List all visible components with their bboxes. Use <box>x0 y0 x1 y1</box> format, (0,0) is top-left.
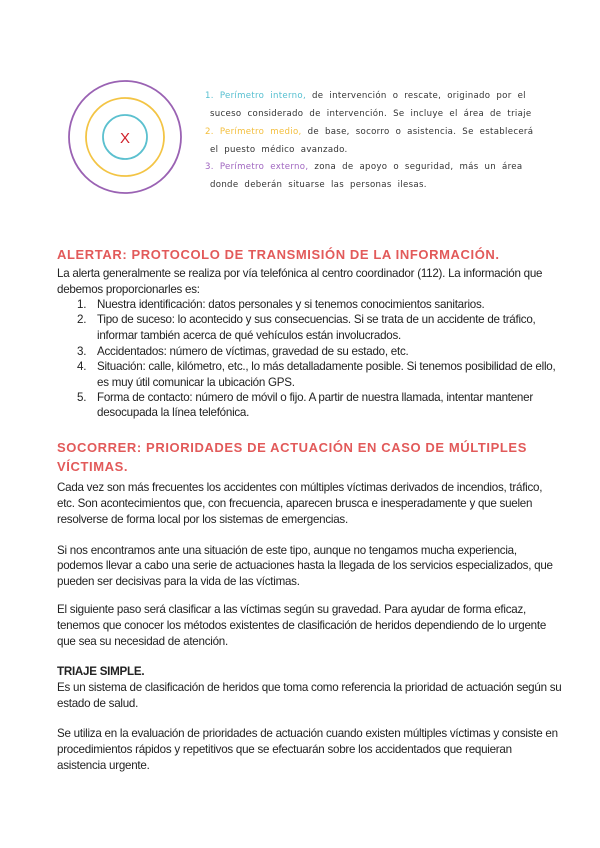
list-item <box>77 359 555 375</box>
list-text: Nuestra identificación: datos personales y si tenemos conocimientos sanitarios. <box>97 298 485 311</box>
list-number: 5. <box>77 391 87 404</box>
list-number: 1. <box>77 298 87 311</box>
list-text: Tipo de suceso: lo acontecido y sus consecuencias. Si se trata de un accidente de tráfico, <box>97 313 536 326</box>
body-line: El siguiente paso será clasificar a las víctimas según su gravedad. Para ayudar de forma eficaz, <box>57 603 526 616</box>
body-line: Se utiliza en la evaluación de prioridades de actuación cuando existen múltiples víctimas y consiste en <box>57 727 558 740</box>
body-line: La alerta generalmente se realiza por vía telefónica al centro coordinador (112). La información que <box>57 267 543 280</box>
list-text: Accidentados: número de víctimas, gravedad de su estado, etc. <box>97 345 409 358</box>
body-line: etc. Son acontecimientos que, con frecuencia, aparecen brusca e inesperadamente y que suelen <box>57 497 533 510</box>
list-text: Forma de contacto: número de móvil o fijo. A partir de nuestra llamada, intentar mantener <box>97 391 533 404</box>
body-line: Si nos encontramos ante una situación de este tipo, aunque no tengamos mucha experiencia, <box>57 544 517 557</box>
incident-mark: X <box>119 130 131 147</box>
body-line: asistencia urgente. <box>57 759 150 772</box>
list-number: 2. <box>77 313 87 326</box>
note-text: zona de apoyo o seguridad, más un área <box>308 162 523 172</box>
list-item <box>77 297 485 313</box>
note-label-outer: 3. Perímetro externo, <box>205 162 309 172</box>
note-text: de base, socorro o asistencia. Se establecerá <box>301 127 534 137</box>
section-heading-socorrer: SOCORRER: PRIORIDADES DE ACTUACIÓN EN CASO DE MÚLTIPLES <box>57 440 527 455</box>
section-heading-socorrer: VÍCTIMAS. <box>57 459 129 474</box>
body-line: estado de salud. <box>57 697 139 710</box>
note-line <box>205 162 522 172</box>
note-line <box>210 180 427 190</box>
body-line: resolverse de forma local por los sistemas de emergencias. <box>57 513 348 526</box>
list-text: es muy útil comunicar la ubicación GPS. <box>97 376 295 389</box>
note-text: suceso considerado de intervención. Se incluye el área de triaje <box>210 109 532 119</box>
list-number: 3. <box>77 345 87 358</box>
note-text: el puesto médico avanzado. <box>210 145 348 155</box>
body-line: podemos llevar a cabo una serie de actuaciones hasta la llegada de los servicios especializados, que <box>57 559 553 572</box>
list-number: 4. <box>77 360 87 373</box>
subheading-triaje: TRIAJE SIMPLE. <box>57 665 145 678</box>
body-line: que sea su necesidad de atención. <box>57 635 228 648</box>
body-line: pueden ser decisivas para la vida de las víctimas. <box>57 575 300 588</box>
body-line: debemos proporcionarles es: <box>57 283 200 296</box>
perimeter-diagram <box>60 75 190 205</box>
list-item <box>77 312 536 328</box>
list-text: desocupada la línea telefónica. <box>97 406 250 419</box>
note-line <box>210 109 531 119</box>
note-text: de intervención o rescate, originado por el <box>306 91 526 101</box>
note-text: donde deberán situarse las personas ilesas. <box>210 180 427 190</box>
list-item <box>77 390 533 406</box>
section-heading-alertar: ALERTAR: PROTOCOLO DE TRANSMISIÓN DE LA INFORMACIÓN. <box>57 247 500 262</box>
note-line <box>205 91 526 101</box>
body-line: tenemos que conocer los métodos existentes de clasificación de heridos dependiendo de lo urgente <box>57 619 547 632</box>
body-line: procedimientos rápidos y repetitivos que se efectuarán sobre los accidentados que requieran <box>57 743 512 756</box>
list-item <box>77 344 409 360</box>
note-label-inner: 1. Perímetro interno, <box>205 91 306 101</box>
body-line: Es un sistema de clasificación de heridos que toma como referencia la prioridad de actuación según su <box>57 681 562 694</box>
note-label-middle: 2. Perímetro medio, <box>205 127 302 137</box>
list-text: informar también acerca de qué vehículos están involucrados. <box>97 329 402 342</box>
note-line <box>210 145 348 155</box>
note-line <box>205 127 533 137</box>
body-line: Cada vez son más frecuentes los accidentes con múltiples víctimas derivados de incendios, tráfico, <box>57 481 543 494</box>
list-text: Situación: calle, kilómetro, etc., lo más detalladamente posible. Si tenemos posibilidad de ello, <box>97 360 556 373</box>
